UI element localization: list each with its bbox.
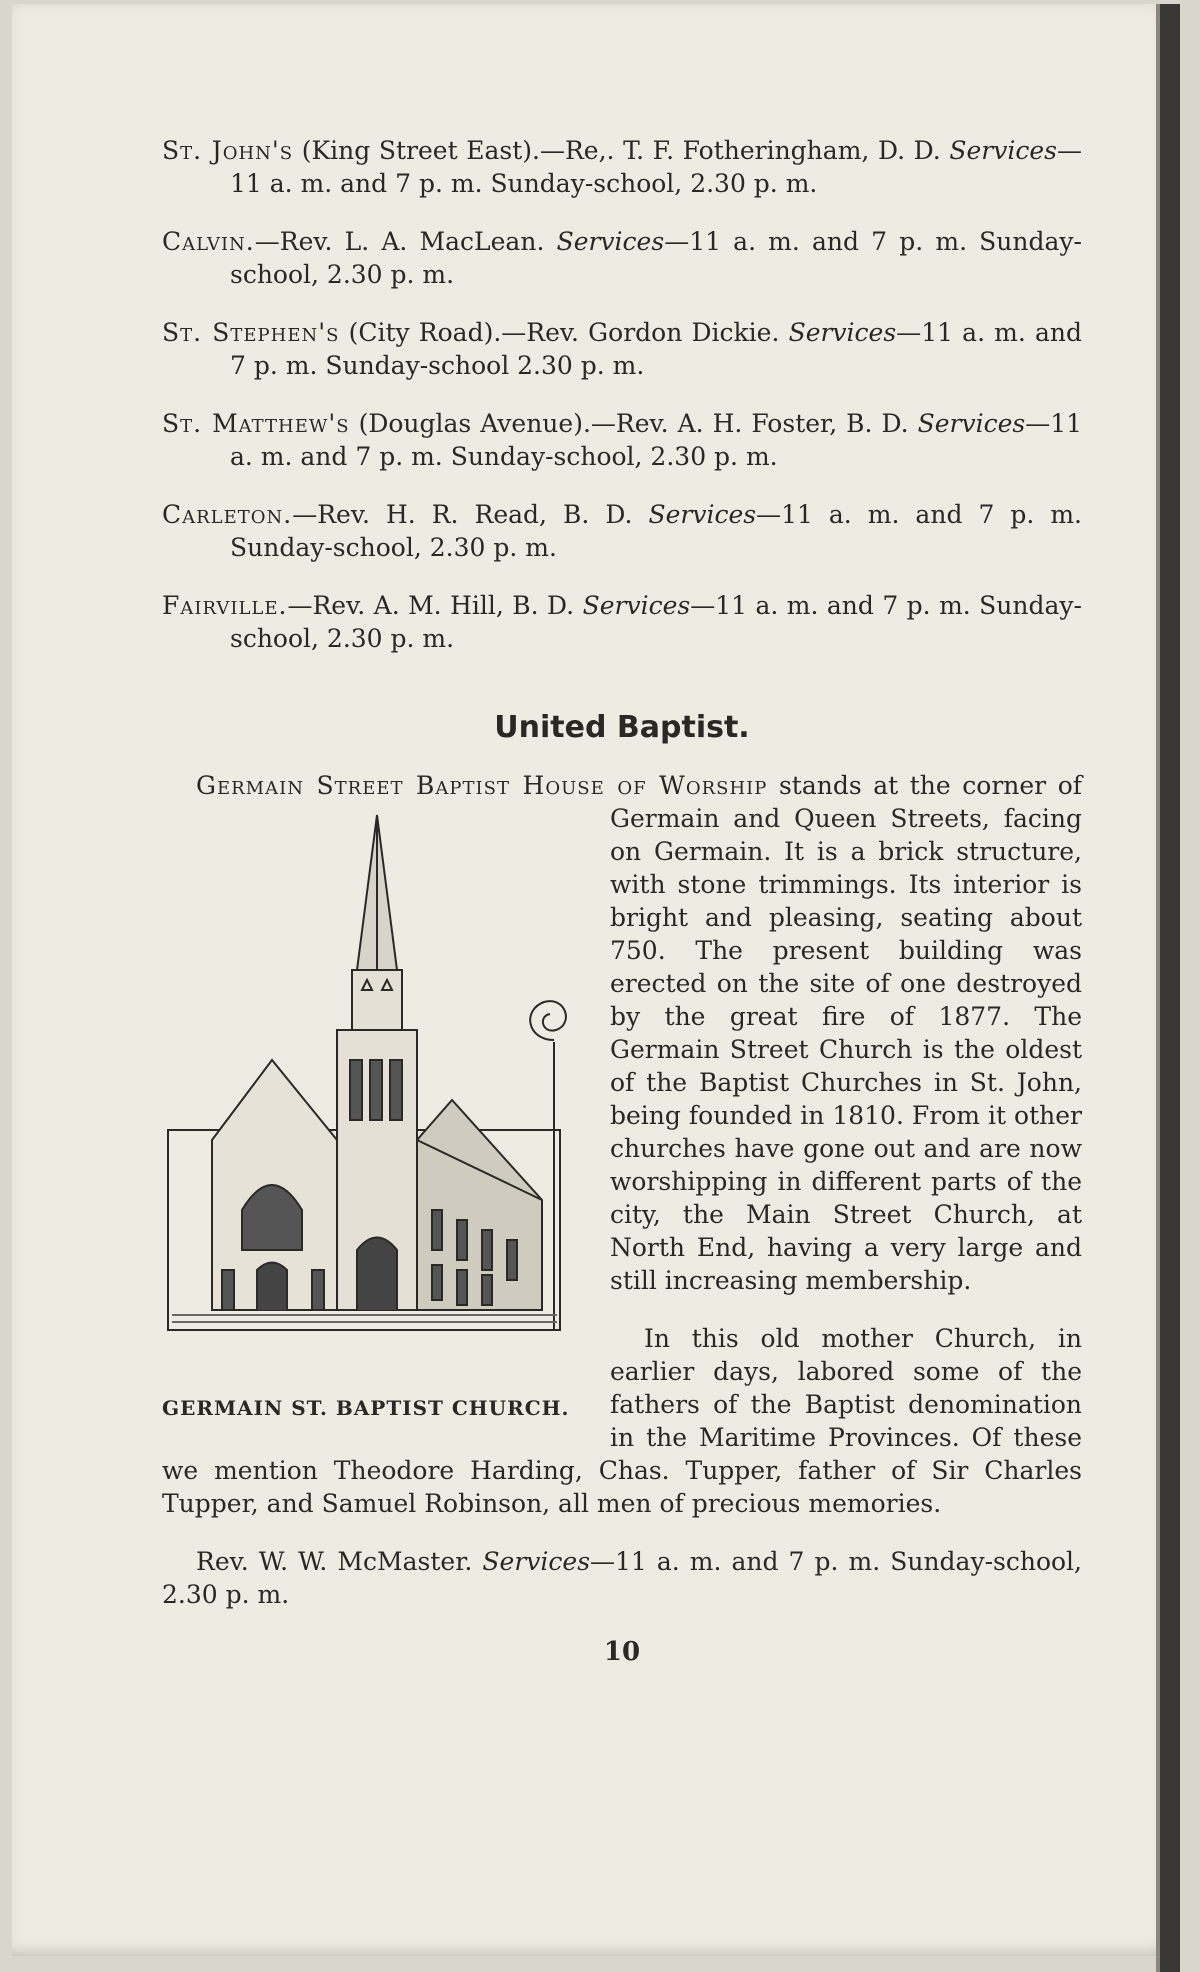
service-times: —11 a. m. and 7 p. m. Sunday-school, 2.30 p. m.	[162, 1547, 1083, 1609]
church-entry	[162, 316, 1082, 382]
entry-text: —Rev. H. R. Read, B. D.	[292, 500, 649, 529]
intro-text: stands at the corner of Germain and Queen Streets, facing on Germain. It is a brick structure, with stone trimmings. Its interior is bright and pleasing, seating about 750. The present building was erected on the site of one destroyed by the great fire of 1877. The Germain Street Church is the oldest of the Baptist Churches in St. John, being founded in 1810. From it other churches have gone out and are now worshipping in different parts of the city, the Main Street Church, at North End, having a very large and still increasing membership.	[610, 771, 1082, 1295]
entry-times: —11 a. m. and 7 p. m. Sunday-school, 2.30 p. m.	[230, 500, 1082, 562]
church-name: Fairville.	[162, 591, 288, 620]
presbyterian-list	[162, 134, 1082, 655]
baptist-intro-paragraph	[162, 769, 1082, 1420]
entry-times: —11 a. m. and 7 p. m. Sunday-school, 2.30 p. m.	[230, 409, 1083, 471]
services-label: Services	[788, 318, 897, 347]
book-page	[12, 4, 1180, 1956]
entry-times: —11 a. m. and 7 p. m. Sunday-school, 2.30 p. m.	[230, 227, 1082, 289]
entry-text: (City Road).—Rev. Gordon Dickie.	[339, 318, 789, 347]
figure-caption: GERMAIN ST. BAPTIST CHURCH.	[162, 1396, 570, 1420]
services-label: Services	[648, 500, 757, 529]
church-illustration	[162, 810, 594, 1425]
church-entry	[162, 134, 1082, 200]
entry-times: —11 a. m. and 7 p. m. Sunday-school 2.30 p. m.	[230, 318, 1083, 380]
baptist-history-paragraph: In this old mother Church, in earlier days, labored some of the fathers of the Baptist denomination in the Maritime Provinces. Of these we mention Theodore Harding, Chas. Tupper, father of Sir Charles Tupper, and Samuel Robinson, all men of precious memories.	[162, 1324, 1082, 1518]
services-label: Services	[482, 1547, 591, 1576]
entry-text: (King Street East).—Re,. T. F. Fotheringham, D. D.	[293, 136, 950, 165]
page-number: 10	[603, 1637, 641, 1667]
entry-text: —Rev. A. M. Hill, B. D.	[287, 591, 583, 620]
church-name: Calvin.	[162, 227, 255, 256]
church-engraving	[162, 810, 594, 1390]
church-entry	[162, 589, 1082, 655]
entry-text: —Rev. L. A. MacLean.	[254, 227, 557, 256]
church-name: St. Matthew's	[162, 409, 350, 438]
services-label: Services	[582, 591, 691, 620]
minister-name: Rev. W. W. McMaster.	[196, 1547, 483, 1576]
church-entry	[162, 225, 1082, 291]
church-entry	[162, 407, 1082, 473]
section-heading: United Baptist.	[494, 710, 750, 745]
entry-text: (Douglas Avenue).—Rev. A. H. Foster, B. D.	[349, 409, 918, 438]
church-name: St. John's	[162, 136, 294, 165]
church-name: Carleton.	[162, 500, 293, 529]
entry-times: —11 a. m. and 7 p. m. Sunday-school, 2.30 p. m.	[230, 136, 1082, 198]
page-content	[162, 109, 1082, 1669]
church-name: Germain Street Baptist House of Worship	[196, 771, 768, 800]
services-label: Services	[949, 136, 1057, 165]
church-name: St. Stephen's	[162, 318, 340, 347]
baptist-services	[162, 1545, 1082, 1611]
book-binding-edge	[1160, 4, 1180, 1972]
church-entry	[162, 498, 1082, 564]
services-label: Services	[917, 409, 1026, 438]
entry-times: —11 a. m. and 7 p. m. Sunday-school, 2.30 p. m.	[230, 591, 1082, 653]
services-label: Services	[556, 227, 665, 256]
